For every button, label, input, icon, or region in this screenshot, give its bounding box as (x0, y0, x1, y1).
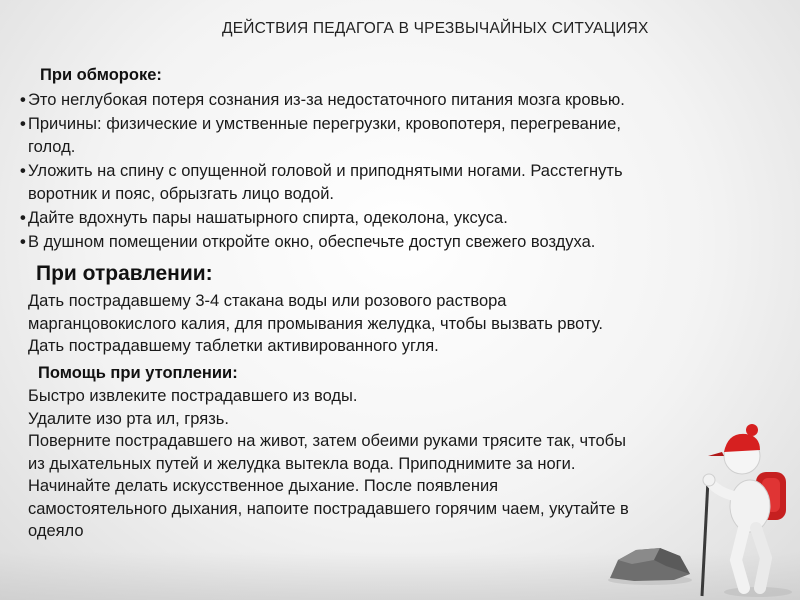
text-line: Быстро извлеките пострадавшего из воды. (28, 387, 358, 405)
heading-poisoning: При отравлении: (36, 262, 213, 285)
bullet-item (20, 160, 760, 206)
bullet-text: Уложить на спину с опущенной головой и приподнятыми ногами. Расстегнуть (28, 162, 623, 180)
bullet-item (20, 207, 760, 230)
bullet-item (20, 231, 760, 254)
text-line: Удалите изо рта ил, грязь. (28, 409, 229, 428)
bullet-text: Это неглубокая потеря сознания из-за недостаточного питания мозга кровью. (28, 91, 625, 109)
drowning-text (28, 385, 748, 543)
hiker-with-backpack-icon (700, 420, 800, 600)
text-line: Дать пострадавшему таблетки активированного угля. (28, 337, 439, 355)
bullet-marker: • (20, 162, 26, 180)
bullet-marker: • (20, 209, 26, 227)
text-line: одеяло (28, 522, 84, 540)
heading-drowning: Помощь при утоплении: (38, 364, 238, 382)
bullet-item (20, 89, 760, 112)
text-line: самостоятельного дыхания, напоите пострадавшего горячим чаем, укутайте в (28, 499, 629, 518)
bullet-text: Дайте вдохнуть пары нашатырного спирта, одеколона, уксуса. (28, 209, 508, 227)
text-line: марганцовокислого калия, для промывания желудка, чтобы вызвать рвоту. (28, 314, 603, 333)
text-line: Начинайте делать искусственное дыхание. После появления (28, 477, 499, 495)
bullet-marker: • (20, 91, 26, 109)
bullet-text: Причины: физические и умственные перегрузки, кровопотеря, перегревание, (28, 115, 621, 133)
bullet-text: В душном помещении откройте окно, обеспечьте доступ свежего воздуха. (28, 233, 596, 251)
text-line: из дыхательных путей и желудка вытекла вода. Приподнимите за ноги. (28, 454, 576, 473)
page-title: ДЕЙСТВИЯ ПЕДАГОГА В ЧРЕЗВЫЧАЙНЫХ СИТУАЦИЯХ (222, 20, 649, 37)
rock-icon (604, 540, 694, 586)
poisoning-text (28, 290, 748, 358)
bullet-text: воротник и пояс, обрызгать лицо водой. (28, 185, 335, 203)
text-line: Дать пострадавшему 3-4 стакана воды или розового раствора (28, 292, 507, 310)
bullet-item (20, 113, 760, 159)
bullet-marker: • (20, 115, 26, 133)
bullet-text: голод. (28, 138, 76, 156)
bullet-marker: • (20, 233, 26, 251)
heading-fainting: При обмороке: (40, 66, 162, 84)
text-line: Поверните пострадавшего на живот, затем обеими руками трясите так, чтобы (28, 432, 626, 450)
